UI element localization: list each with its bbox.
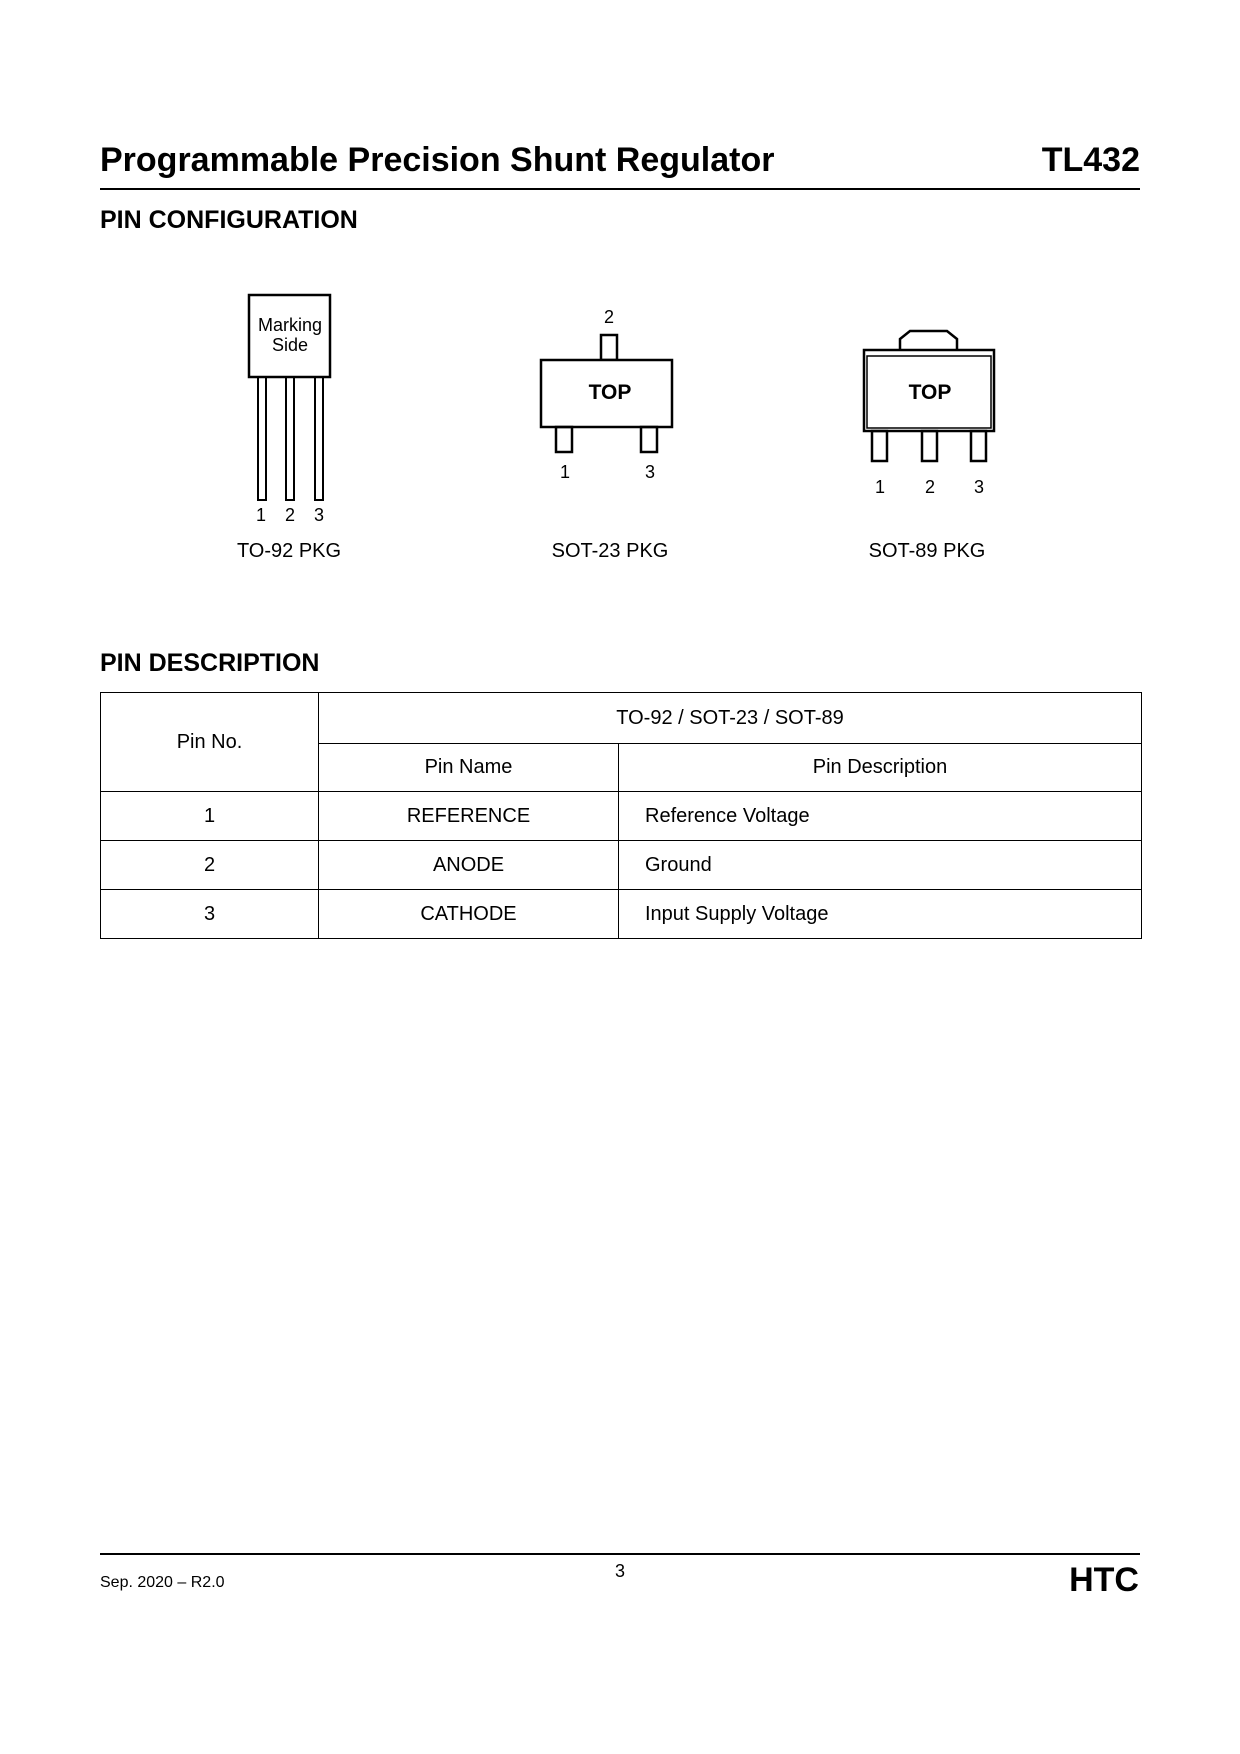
pin-description-table [100,692,1142,939]
to92-caption: TO-92 PKG [236,540,342,562]
table-header-row [101,693,1142,744]
sot23-caption: SOT-23 PKG [551,540,669,562]
sot89-pin2-label: 2 [924,477,936,497]
sot89-pin3-label: 3 [973,477,985,497]
pin-description-cell: Ground [619,841,1142,890]
part-number: TL432 [1041,141,1140,179]
pin-configuration-heading: PIN CONFIGURATION [100,206,358,234]
sot23-pin1-label: 1 [559,462,571,482]
sot89-package-drawing [864,331,994,562]
to92-package-drawing [237,295,341,562]
table-row [101,841,1142,890]
col-header-packages: TO-92 / SOT-23 / SOT-89 [319,693,1142,744]
sot23-package-drawing [541,307,672,562]
pin-description-cell: Input Supply Voltage [619,890,1142,939]
page-number: 3 [614,1561,625,1581]
to92-pin3-label: 3 [313,505,325,525]
pin-number-cell: 2 [101,841,319,890]
footer-divider [100,1553,1140,1555]
sot23-top-label: TOP [588,381,632,404]
package-diagrams [0,0,1240,600]
col-header-pin-name: Pin Name [319,744,619,792]
sot23-pin2-label: 2 [603,307,615,327]
sot89-caption: SOT-89 PKG [868,540,986,562]
col-header-pin-description: Pin Description [619,744,1142,792]
pin-name-cell: CATHODE [319,890,619,939]
to92-pin2-label: 2 [284,505,296,525]
col-header-pin-no: Pin No. [101,693,319,792]
footer-date-revision: Sep. 2020 – R2.0 [100,1574,225,1591]
pin-description-heading: PIN DESCRIPTION [100,649,320,677]
sot23-pin3-label: 3 [644,462,656,482]
table-row [101,792,1142,841]
table-row [101,890,1142,939]
to92-pin1-label: 1 [255,505,267,525]
pin-name-cell: ANODE [319,841,619,890]
document-title: Programmable Precision Shunt Regulator [100,141,775,179]
sot89-top-label: TOP [908,381,952,404]
pin-number-cell: 1 [101,792,319,841]
pin-number-cell: 3 [101,890,319,939]
to92-marking-line2: Side [271,335,309,355]
pin-description-cell: Reference Voltage [619,792,1142,841]
sot89-pin1-label: 1 [874,477,886,497]
footer-brand-logo: HTC [1069,1561,1139,1599]
to92-marking-line1: Marking [257,315,323,335]
pin-name-cell: REFERENCE [319,792,619,841]
